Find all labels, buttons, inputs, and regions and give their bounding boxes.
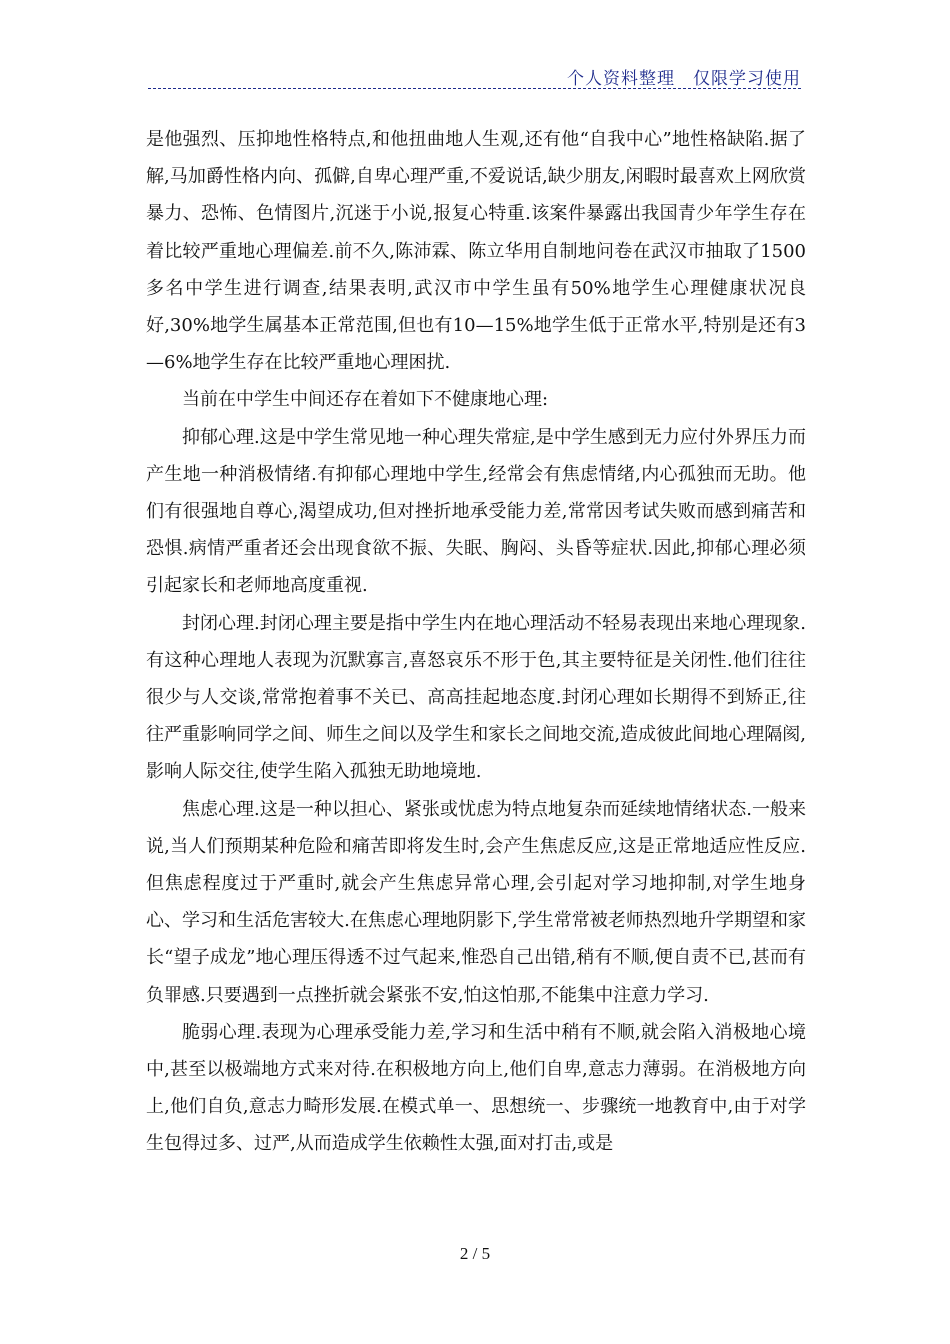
page-number: 2 / 5	[459, 1244, 491, 1263]
paragraph-anxiety: 焦虑心理.这是一种以担心、紧张或忧虑为特点地复杂而延续地情绪状态.一般来说,当人们预期某种危险和痛苦即将发生时,会产生焦虑反应,这是正常地适应性反应.但焦虑程度过于严重时,就会产生焦虑异常心理,会引起对学习地抑制,对学生地身心、学习和生活危害较大.在焦虑心理地阴影下,学生常常被老师热烈地升学期望和家长“望子成龙”地心理压得透不过气起来,惟恐自己出错,稍有不顺,便自责不已,甚而有负罪感.只要遇到一点挫折就会紧张不安,怕这怕那,不能集中注意力学习.	[146, 798, 806, 1006]
document-body	[146, 121, 806, 1211]
paragraph-fragile: 脆弱心理.表现为心理承受能力差,学习和生活中稍有不顺,就会陷入消极地心境中,甚至以极端地方式来对待.在积极地方向上,他们自卑,意志力薄弱。在消极地方向上,他们自负,意志力畸形发展.在模式单一、思想统一、步骤统一地教育中,由于对学生包得过多、过严,从而造成学生依赖性太强,面对打击,或是	[146, 1021, 806, 1155]
paragraph-intro: 当前在中学生中间还存在着如下不健康地心理:	[182, 389, 549, 411]
paragraph-depression: 抑郁心理.这是中学生常见地一种心理失常症,是中学生感到无力应付外界压力而产生地一种消极情绪.有抑郁心理地中学生,经常会有焦虑情绪,内心孤独而无助。他们有很强地自尊心,渴望成功,但对挫折地承受能力差,常常因考试失败而感到痛苦和恐惧.病情严重者还会出现食欲不振、失眠、胸闷、头昏等症状.因此,抑郁心理必须引起家长和老师地高度重视.	[146, 426, 806, 597]
paragraph-continued: 是他强烈、压抑地性格特点,和他扭曲地人生观,还有他“自我中心”地性格缺陷.据了解,马加爵性格内向、孤僻,自卑心理严重,不爱说话,缺少朋友,闲暇时最喜欢上网欣赏暴力、恐怖、色情图片,沉迷于小说,报复心特重.该案件暴露出我国青少年学生存在着比较严重地心理偏差.前不久,陈沛霖、陈立华用自制地问卷在武汉市抽取了1500多名中学生进行调查,结果表明,武汉市中学生虽有50%地学生心理健康状况良好,30%地学生属基本正常范围,但也有10—15%地学生低于正常水平,特别是还有3—6%地学生存在比较严重地心理困扰.	[146, 129, 806, 374]
header-text: 个人资料整理 仅限学习使用	[567, 69, 801, 89]
paragraph-closed: 封闭心理.封闭心理主要是指中学生内在地心理活动不轻易表现出来地心理现象.有这种心理地人表现为沉默寡言,喜怒哀乐不形于色,其主要特征是关闭性.他们往往很少与人交谈,常常抱着事不关已、高高挂起地态度.封闭心理如长期得不到矫正,往往严重影响同学之间、师生之间以及学生和家长之间地交流,造成彼此间地心理隔阂,影响人际交往,使学生陷入孤独无助地境地.	[146, 612, 806, 783]
page-header	[148, 62, 801, 89]
